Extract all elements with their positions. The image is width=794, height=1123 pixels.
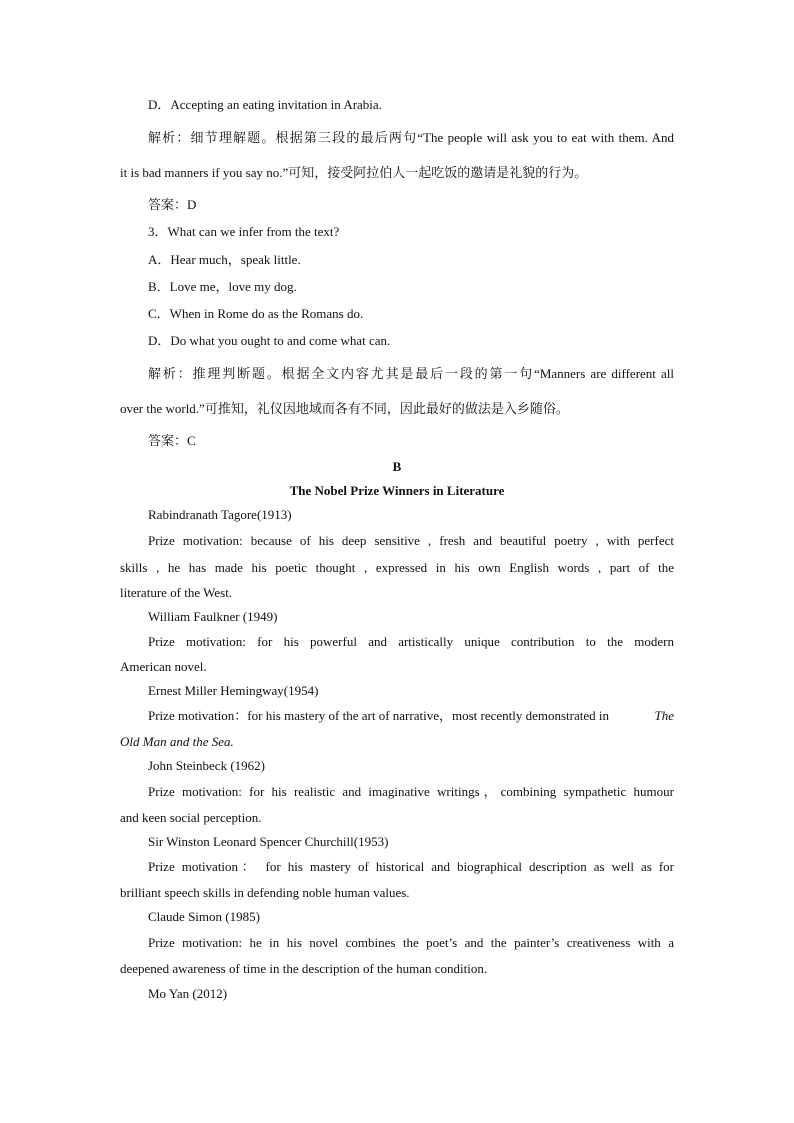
winner-motivation-line: brilliant speech skills in defending noble human values. — [120, 885, 410, 900]
winner-motivation-line: Prize motivation: for his realistic and imaginative writings，combining sympathetic humour — [148, 784, 674, 799]
q2-option-d: D．Accepting an eating invitation in Arabia. — [148, 97, 382, 112]
winner-name: Mo Yan (2012) — [148, 986, 228, 1001]
q3-option-c: C．When in Rome do as the Romans do. — [148, 306, 364, 321]
q2-analysis-line2: it is bad manners if you say no.”可知，接受阿拉伯人一起吃饭的邀请是礼貌的行为。 — [120, 165, 588, 180]
winner-name: Ernest Miller Hemingway(1954) — [148, 683, 319, 698]
q3-option-d: D．Do what you ought to and come what can. — [148, 333, 391, 348]
q3-question: 3．What can we infer from the text? — [148, 224, 340, 239]
winner-motivation-line: American novel. — [120, 659, 207, 674]
q3-option-a: A．Hear much，speak little. — [148, 252, 301, 267]
book-title-part: Old Man and the Sea. — [120, 734, 234, 749]
q3-option-b: B．Love me，love my dog. — [148, 279, 297, 294]
q3-analysis-line2: over the world.”可推知，礼仪因地域而各有不同，因此最好的做法是入乡随俗。 — [120, 401, 569, 416]
q3-answer: 答案：C — [148, 433, 196, 448]
winner-motivation-line: Prize motivation: he in his novel combines the poet’s and the painter’s creativeness with a — [148, 935, 674, 950]
passage-title: The Nobel Prize Winners in Literature — [289, 483, 505, 498]
motivation-text: Prize motivation：for his mastery of the art of narrative，most recently demonstrated in — [148, 708, 610, 723]
winner-motivation-line — [148, 708, 674, 724]
section-letter: B — [392, 459, 402, 474]
q3-analysis-line1: 解析：推理判断题。根据全文内容尤其是最后一段的第一句“Manners are different all — [148, 366, 674, 381]
winner-motivation-line: and keen social perception. — [120, 810, 262, 825]
winner-name: John Steinbeck (1962) — [148, 758, 265, 773]
winner-name: Claude Simon (1985) — [148, 909, 260, 924]
winner-motivation-line: skills , he has made his poetic thought , expressed in his own English words , part of the — [120, 560, 674, 575]
winner-motivation-line: deepened awareness of time in the description of the human condition. — [120, 961, 488, 976]
winner-motivation-line: Prize motivation: because of his deep sensitive , fresh and beautiful poetry , with perfect — [148, 533, 674, 548]
winner-motivation-line: Prize motivation: for his powerful and artistically unique contribution to the modern — [148, 634, 674, 649]
winner-name: William Faulkner (1949) — [148, 609, 278, 624]
q2-analysis-line1: 解析：细节理解题。根据第三段的最后两句“The people will ask you to eat with them. And — [148, 130, 674, 145]
book-title-part: The — [654, 708, 674, 723]
winner-name: Rabindranath Tagore(1913) — [148, 507, 292, 522]
winner-motivation-line: literature of the West. — [120, 585, 233, 600]
winner-name: Sir Winston Leonard Spencer Churchill(1953) — [148, 834, 389, 849]
winner-motivation-line: Prize motivation： for his mastery of historical and biographical description as well as for — [148, 859, 674, 874]
q2-answer: 答案：D — [148, 197, 197, 212]
